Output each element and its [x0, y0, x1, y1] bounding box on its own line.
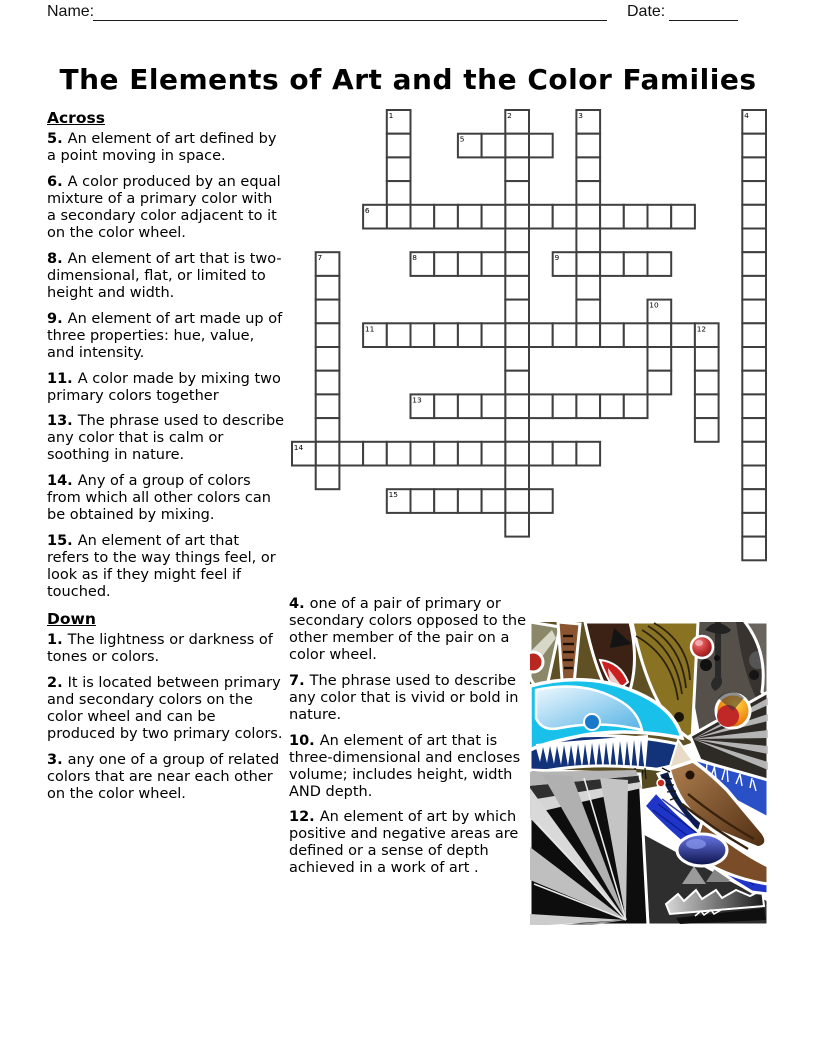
- grid-cell-17-9[interactable]: [505, 513, 529, 537]
- grid-cell-10-1[interactable]: [316, 347, 340, 371]
- grid-number-9: 9: [554, 253, 560, 263]
- grid-cell-13-9[interactable]: [505, 418, 529, 442]
- grid-cell-6-19[interactable]: [742, 252, 766, 276]
- grid-number-5: 5: [459, 134, 465, 144]
- grid-cell-7-19[interactable]: [742, 276, 766, 300]
- grid-number-13: 13: [412, 395, 422, 405]
- clue-9-across: 9. An element of art made up of three properties: hue, value, and intensity.: [47, 310, 283, 361]
- grid-cell-14-3[interactable]: [363, 442, 387, 466]
- grid-cell-6-15[interactable]: [648, 252, 672, 276]
- grid-cell-9-1[interactable]: [316, 323, 340, 347]
- across-clue-list: [47, 131, 285, 601]
- grid-cell-4-7[interactable]: [458, 205, 482, 229]
- grid-cell-15-9[interactable]: [505, 466, 529, 490]
- clue-12-down: 12. An element of art by which positive and negative areas are defined or a sense of depth achieved in a work of art .: [289, 809, 519, 877]
- grid-cell-4-10[interactable]: [529, 205, 553, 229]
- grid-cell-2-4[interactable]: [387, 157, 411, 181]
- grid-number-1: 1: [388, 111, 394, 120]
- grid-cell-17-19[interactable]: [742, 513, 766, 537]
- clue-5-across: 5. An element of art defined by a point moving in space.: [47, 131, 277, 165]
- grid-cell-7-12[interactable]: [576, 276, 600, 300]
- date-input-line[interactable]: [669, 2, 738, 21]
- grid-cell-4-16[interactable]: [671, 205, 695, 229]
- grid-cell-12-11[interactable]: [553, 394, 577, 418]
- down-clue-list-part1: [47, 632, 285, 803]
- grid-cell-9-14[interactable]: [624, 323, 648, 347]
- grid-number-2: 2: [507, 111, 512, 120]
- grid-cell-5-9[interactable]: [505, 229, 529, 253]
- grid-cell-1-9[interactable]: [505, 134, 529, 158]
- grid-cell-9-12[interactable]: [576, 323, 600, 347]
- grid-cell-1-12[interactable]: [576, 134, 600, 158]
- grid-cell-9-13[interactable]: [600, 323, 624, 347]
- grid-cell-2-9[interactable]: [505, 157, 529, 181]
- grid-cell-6-6[interactable]: [434, 252, 458, 276]
- grid-cell-4-8[interactable]: [482, 205, 506, 229]
- grid-cell-14-7[interactable]: [458, 442, 482, 466]
- grid-cell-6-14[interactable]: [624, 252, 648, 276]
- grid-cell-9-15[interactable]: [648, 323, 672, 347]
- grid-cell-4-15[interactable]: [648, 205, 672, 229]
- grid-cell-14-1[interactable]: [316, 442, 340, 466]
- grid-cell-14-6[interactable]: [434, 442, 458, 466]
- clue-8-across: 8. An element of art that is two-dimensional, flat, or limited to height and width.: [47, 250, 282, 301]
- down-clue-list-part2: [289, 596, 529, 877]
- name-label: Name:: [47, 3, 95, 20]
- clue-10-down: 10. An element of art that is three-dimensional and encloses volume; includes height, width AND depth.: [289, 732, 521, 800]
- grid-cell-16-10[interactable]: [529, 489, 553, 513]
- grid-cell-12-8[interactable]: [482, 394, 506, 418]
- clue-15-across: 15. An element of art that refers to the way things feel, or look as if they might feel if touched.: [47, 533, 276, 601]
- grid-cell-14-12[interactable]: [576, 442, 600, 466]
- grid-number-11: 11: [364, 324, 375, 334]
- grid-cell-16-9[interactable]: [505, 489, 529, 513]
- clue-column-left: [47, 109, 285, 812]
- grid-cell-9-5[interactable]: [411, 323, 435, 347]
- grid-cell-10-9[interactable]: [505, 347, 529, 371]
- grid-cell-16-5[interactable]: [411, 489, 435, 513]
- grid-cell-14-2[interactable]: [339, 442, 363, 466]
- grid-cell-14-8[interactable]: [482, 442, 506, 466]
- grid-cell-11-15[interactable]: [648, 371, 672, 395]
- grid-number-3: 3: [578, 111, 583, 120]
- grid-cell-12-10[interactable]: [529, 394, 553, 418]
- grid-number-12: 12: [696, 324, 707, 334]
- grid-cell-12-19[interactable]: [742, 394, 766, 418]
- grid-cell-16-8[interactable]: [482, 489, 506, 513]
- grid-cell-16-7[interactable]: [458, 489, 482, 513]
- clue-1-down: 1. The lightness or darkness of tones or colors.: [47, 632, 273, 666]
- grid-cell-4-13[interactable]: [600, 205, 624, 229]
- grid-cell-6-12[interactable]: [576, 252, 600, 276]
- grid-number-10: 10: [649, 300, 659, 310]
- grid-cell-1-4[interactable]: [387, 134, 411, 158]
- grid-cell-3-19[interactable]: [742, 181, 766, 205]
- across-header: Across: [47, 109, 105, 127]
- grid-cell-13-1[interactable]: [316, 418, 340, 442]
- date-label: Date:: [627, 3, 666, 20]
- grid-cell-14-5[interactable]: [411, 442, 435, 466]
- grid-cell-3-9[interactable]: [505, 181, 529, 205]
- grid-cell-2-12[interactable]: [576, 157, 600, 181]
- grid-number-14: 14: [293, 442, 304, 452]
- grid-cell-5-12[interactable]: [576, 229, 600, 253]
- grid-cell-9-11[interactable]: [553, 323, 577, 347]
- grid-cell-14-11[interactable]: [553, 442, 577, 466]
- grid-cell-5-19[interactable]: [742, 229, 766, 253]
- clue-2-down: 2. It is located between primary and secondary colors on the color wheel and can be produced by two primary colors.: [47, 675, 283, 742]
- grid-cell-8-12[interactable]: [576, 300, 600, 324]
- grid-number-6: 6: [364, 205, 370, 215]
- grid-cell-10-17[interactable]: [695, 347, 719, 371]
- grid-cell-10-15[interactable]: [648, 347, 672, 371]
- page-title: The Elements of Art and the Color Families: [59, 62, 757, 96]
- clue-6-across: 6. A color produced by an equal mixture of a primary color with a secondary color adjacent to it on the color wheel.: [47, 174, 281, 241]
- grid-cell-4-5[interactable]: [411, 205, 435, 229]
- down-header: Down: [47, 610, 96, 628]
- grid-cell-9-8[interactable]: [482, 323, 506, 347]
- grid-cell-6-8[interactable]: [482, 252, 506, 276]
- clue-11-across: 11. A color made by mixing two primary colors together: [47, 370, 281, 404]
- grid-cell-6-13[interactable]: [600, 252, 624, 276]
- grid-cell-15-19[interactable]: [742, 466, 766, 490]
- grid-number-15: 15: [388, 490, 399, 500]
- grid-cell-12-13[interactable]: [600, 394, 624, 418]
- grid-cell-8-9[interactable]: [505, 300, 529, 324]
- grid-number-7: 7: [317, 253, 323, 263]
- grid-cell-18-19[interactable]: [742, 537, 766, 561]
- grid-cell-13-19[interactable]: [742, 418, 766, 442]
- grid-cell-12-12[interactable]: [576, 394, 600, 418]
- clue-4-down: 4. one of a pair of primary or secondary colors opposed to the other member of the pair on a color wheel.: [289, 596, 527, 663]
- grid-number-4: 4: [744, 111, 749, 120]
- grid-cell-11-1[interactable]: [316, 371, 340, 395]
- name-input-line[interactable]: [93, 2, 607, 21]
- grid-cell-15-1[interactable]: [316, 466, 340, 490]
- abstract-artwork-image: [530, 622, 768, 925]
- grid-cell-4-6[interactable]: [434, 205, 458, 229]
- grid-cell-4-19[interactable]: [742, 205, 766, 229]
- grid-cell-8-19[interactable]: [742, 300, 766, 324]
- grid-cell-9-10[interactable]: [529, 323, 553, 347]
- grid-cell-8-1[interactable]: [316, 300, 340, 324]
- grid-cell-3-12[interactable]: [576, 181, 600, 205]
- clue-14-across: 14. Any of a group of colors from which all other colors can be obtained by mixing.: [47, 473, 271, 524]
- grid-cell-12-17[interactable]: [695, 394, 719, 418]
- grid-cell-1-19[interactable]: [742, 134, 766, 158]
- grid-cell-11-19[interactable]: [742, 371, 766, 395]
- grid-cell-4-11[interactable]: [553, 205, 577, 229]
- grid-cell-12-1[interactable]: [316, 394, 340, 418]
- grid-cell-4-9[interactable]: [505, 205, 529, 229]
- grid-cell-16-19[interactable]: [742, 489, 766, 513]
- clue-3-down: 3. any one of a group of related colors that are near each other on the color wheel.: [47, 751, 280, 802]
- grid-cell-14-19[interactable]: [742, 442, 766, 466]
- grid-cell-4-12[interactable]: [576, 205, 600, 229]
- grid-cell-12-7[interactable]: [458, 394, 482, 418]
- clue-7-down: 7. The phrase used to describe any color that is vivid or bold in nature.: [289, 672, 519, 723]
- grid-cell-3-4[interactable]: [387, 181, 411, 205]
- grid-number-8: 8: [412, 253, 418, 263]
- grid-cell-1-8[interactable]: [482, 134, 506, 158]
- grid-cell-11-9[interactable]: [505, 371, 529, 395]
- grid-cell-9-9[interactable]: [505, 323, 529, 347]
- grid-cell-2-19[interactable]: [742, 157, 766, 181]
- grid-cell-13-17[interactable]: [695, 418, 719, 442]
- grid-cell-16-6[interactable]: [434, 489, 458, 513]
- grid-cell-12-9[interactable]: [505, 394, 529, 418]
- grid-cell-4-14[interactable]: [624, 205, 648, 229]
- grid-cell-12-6[interactable]: [434, 394, 458, 418]
- grid-cell-1-10[interactable]: [529, 134, 553, 158]
- grid-cell-6-7[interactable]: [458, 252, 482, 276]
- grid-cell-14-9[interactable]: [505, 442, 529, 466]
- crossword-grid[interactable]: [289, 107, 769, 565]
- grid-cell-4-4[interactable]: [387, 205, 411, 229]
- grid-cell-9-6[interactable]: [434, 323, 458, 347]
- clue-13-across: 13. The phrase used to describe any color that is calm or soothing in nature.: [47, 413, 285, 464]
- grid-cell-6-9[interactable]: [505, 252, 529, 276]
- grid-cell-11-17[interactable]: [695, 371, 719, 395]
- grid-cell-9-19[interactable]: [742, 323, 766, 347]
- grid-cell-9-4[interactable]: [387, 323, 411, 347]
- grid-cell-9-7[interactable]: [458, 323, 482, 347]
- grid-cell-12-14[interactable]: [624, 394, 648, 418]
- clue-column-right: [289, 596, 529, 886]
- grid-cell-14-10[interactable]: [529, 442, 553, 466]
- grid-cell-9-16[interactable]: [671, 323, 695, 347]
- grid-cell-10-19[interactable]: [742, 347, 766, 371]
- grid-cell-7-9[interactable]: [505, 276, 529, 300]
- grid-cell-7-1[interactable]: [316, 276, 340, 300]
- grid-cell-14-4[interactable]: [387, 442, 411, 466]
